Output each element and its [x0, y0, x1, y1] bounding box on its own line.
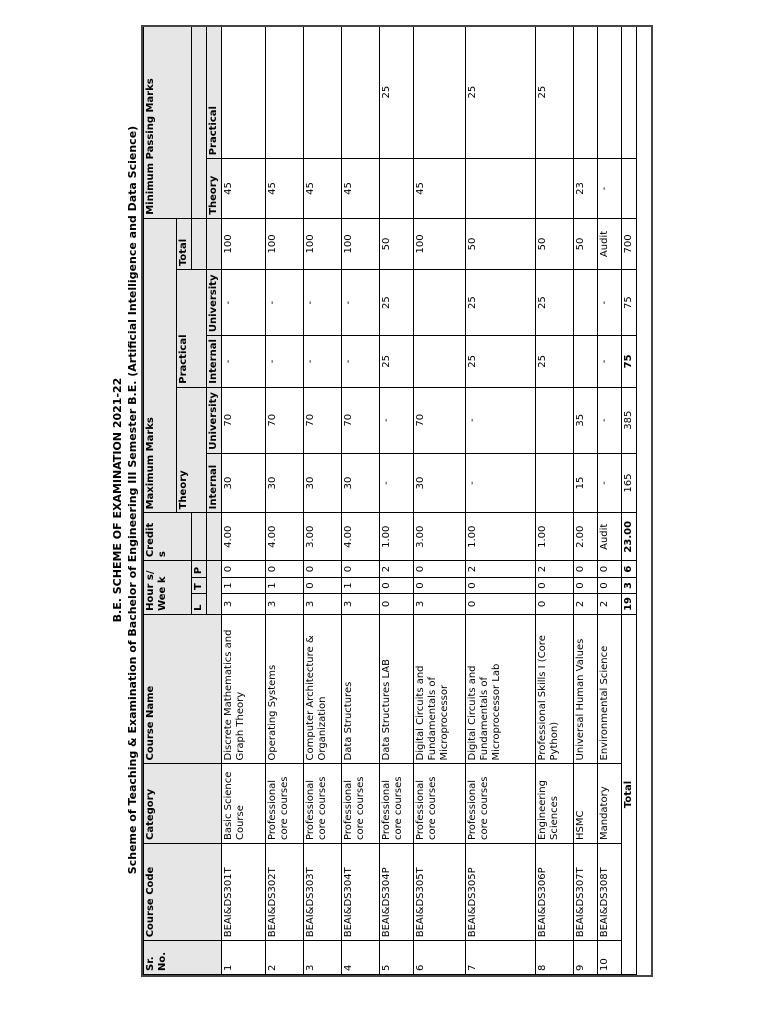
l-cell: 3: [222, 593, 266, 614]
course-code-cell: BEAI&DS302T: [266, 844, 304, 941]
sr-no-cell: 10: [598, 941, 622, 975]
l-cell: 0: [536, 593, 574, 614]
min-practical-cell: [414, 26, 466, 159]
practical-university-cell: 25: [466, 270, 536, 336]
category-cell: Basic Science Course: [222, 764, 266, 844]
header-maximum-marks: Maximum Marks: [144, 218, 177, 513]
practical-university-cell: 25: [380, 270, 414, 336]
course-code-cell: BEAI&DS306P: [536, 844, 574, 941]
theory-internal-cell: 30: [304, 453, 342, 513]
theory-university-cell: -: [380, 387, 414, 453]
table-row: [304, 26, 342, 975]
rotated-content: [105, 25, 651, 975]
course-name-cell: Data Structures LAB: [380, 614, 414, 764]
practical-internal-cell: 25: [380, 336, 414, 388]
header-practical-university: University: [207, 270, 222, 336]
total-cell: 100: [342, 218, 380, 269]
table-row: [414, 26, 466, 975]
t-cell: 0: [536, 578, 574, 594]
l-cell: 3: [304, 593, 342, 614]
min-theory-cell: 45: [414, 159, 466, 219]
min-theory-cell: [466, 159, 536, 219]
theory-university-cell: -: [466, 387, 536, 453]
credits-cell: 4.00: [266, 513, 304, 561]
table-row: [598, 26, 622, 975]
header-practical-internal: Internal: [207, 336, 222, 388]
header-theory-university: University: [207, 387, 222, 453]
p-cell: 2: [466, 561, 536, 578]
min-practical-cell: [266, 26, 304, 159]
course-code-cell: BEAI&DS303T: [304, 844, 342, 941]
category-cell: Professional core courses: [414, 764, 466, 844]
header-theory-internal: Internal: [207, 453, 222, 513]
sr-no-cell: 7: [466, 941, 536, 975]
course-name-cell: Digital Circuits and Fundamentals of Microprocessor Lab: [466, 614, 536, 764]
min-theory-cell: 23: [574, 159, 598, 219]
t-cell: 0: [304, 578, 342, 594]
theory-internal-cell: -: [380, 453, 414, 513]
credits-cell: 4.00: [222, 513, 266, 561]
course-name-cell: Computer Architecture & Organization: [304, 614, 342, 764]
totals-label: Total: [622, 614, 637, 974]
document-title: B.E. SCHEME OF EXAMINATION 2021-22: [111, 377, 124, 623]
table-row: [536, 26, 574, 975]
l-cell: 0: [380, 593, 414, 614]
category-cell: Professional core courses: [266, 764, 304, 844]
min-theory-cell: [380, 159, 414, 219]
theory-internal-cell: -: [466, 453, 536, 513]
category-cell: HSMC: [574, 764, 598, 844]
document-subtitle: Scheme of Teaching & Examination of Bachelor of Engineering III Semester B.E. (Artificial Intelligence and Data Science): [126, 125, 139, 875]
scheme-table: [143, 25, 637, 975]
min-theory-cell: -: [598, 159, 622, 219]
course-name-cell: Data Structures: [342, 614, 380, 764]
credits-cell: Audit: [598, 513, 622, 561]
l-cell: 2: [598, 593, 622, 614]
t-cell: 0: [414, 578, 466, 594]
theory-internal-cell: 15: [574, 453, 598, 513]
min-practical-cell: 25: [466, 26, 536, 159]
p-cell: 0: [598, 561, 622, 578]
t-cell: 1: [342, 578, 380, 594]
total-cell: 50: [536, 218, 574, 269]
header-ltp-blank: [207, 561, 222, 615]
total-cell: 100: [222, 218, 266, 269]
practical-internal-cell: 25: [466, 336, 536, 388]
course-code-cell: BEAI&DS304P: [380, 844, 414, 941]
header-course-code: Course Code: [144, 844, 222, 941]
t-cell: 1: [266, 578, 304, 594]
header-minimum-passing-marks: Minimum Passing Marks: [144, 26, 192, 219]
header-credits-blank: [192, 513, 207, 561]
l-cell: 3: [342, 593, 380, 614]
credits-cell: 1.00: [536, 513, 574, 561]
min-practical-cell: 25: [380, 26, 414, 159]
theory-university-cell: 35: [574, 387, 598, 453]
course-name-cell: Discrete Mathematics and Graph Theory: [222, 614, 266, 764]
table-row: [222, 26, 266, 975]
practical-university-cell: -: [598, 270, 622, 336]
course-code-cell: BEAI&DS304T: [342, 844, 380, 941]
header-sr-no: Sr. No.: [144, 941, 222, 975]
course-code-cell: BEAI&DS308T: [598, 844, 622, 941]
header-category: Category: [144, 764, 222, 844]
theory-university-cell: 70: [342, 387, 380, 453]
category-cell: Mandatory: [598, 764, 622, 844]
theory-internal-cell: 30: [342, 453, 380, 513]
table-row: [266, 26, 304, 975]
min-theory-cell: [536, 159, 574, 219]
course-code-cell: BEAI&DS301T: [222, 844, 266, 941]
practical-university-cell: -: [304, 270, 342, 336]
header-total-blank-2: [207, 218, 222, 269]
practical-university-cell: 25: [536, 270, 574, 336]
credits-cell: 1.00: [466, 513, 536, 561]
totals-credits: 23.00: [622, 513, 637, 561]
sr-no-cell: 4: [342, 941, 380, 975]
course-name-cell: Universal Human Values: [574, 614, 598, 764]
min-practical-cell: [304, 26, 342, 159]
course-code-cell: BEAI&DS305P: [466, 844, 536, 941]
sr-no-cell: 6: [414, 941, 466, 975]
sr-no-cell: 2: [266, 941, 304, 975]
theory-internal-cell: -: [598, 453, 622, 513]
t-cell: 0: [598, 578, 622, 594]
total-cell: 100: [304, 218, 342, 269]
practical-university-cell: [414, 270, 466, 336]
practical-university-cell: [574, 270, 598, 336]
p-cell: 0: [414, 561, 466, 578]
t-cell: 0: [574, 578, 598, 594]
category-cell: Engineering Sciences: [536, 764, 574, 844]
table-row: [466, 26, 536, 975]
total-cell: Audit: [598, 218, 622, 269]
totals-practical-internal: 75: [622, 336, 637, 388]
course-name-cell: Environmental Science: [598, 614, 622, 764]
credits-cell: 3.00: [414, 513, 466, 561]
theory-university-cell: 70: [304, 387, 342, 453]
exam-scheme-page: [105, 25, 651, 975]
min-theory-cell: 45: [304, 159, 342, 219]
min-theory-cell: 45: [222, 159, 266, 219]
t-cell: 0: [466, 578, 536, 594]
header-theory: Theory: [177, 387, 207, 513]
practical-internal-cell: [414, 336, 466, 388]
practical-internal-cell: 25: [536, 336, 574, 388]
course-code-cell: BEAI&DS305T: [414, 844, 466, 941]
category-cell: Professional core courses: [304, 764, 342, 844]
p-cell: 0: [222, 561, 266, 578]
sr-no-cell: 8: [536, 941, 574, 975]
header-total: Total: [177, 218, 192, 269]
header-credits-blank-2: [207, 513, 222, 561]
p-cell: 2: [380, 561, 414, 578]
p-cell: 0: [574, 561, 598, 578]
totals-t: 3: [622, 578, 637, 594]
table-row: [380, 26, 414, 975]
practical-university-cell: -: [266, 270, 304, 336]
practical-university-cell: -: [222, 270, 266, 336]
t-cell: 1: [222, 578, 266, 594]
category-cell: Professional core courses: [466, 764, 536, 844]
theory-university-cell: -: [598, 387, 622, 453]
credits-cell: 1.00: [380, 513, 414, 561]
sr-no-cell: 3: [304, 941, 342, 975]
header-credits: Credit s: [144, 513, 192, 561]
theory-university-cell: [536, 387, 574, 453]
total-cell: 50: [380, 218, 414, 269]
category-cell: Professional core courses: [380, 764, 414, 844]
totals-row: [622, 26, 637, 975]
totals-min-practical: [622, 26, 637, 159]
min-practical-cell: [574, 26, 598, 159]
course-name-cell: Professional Skills I (Core Python): [536, 614, 574, 764]
practical-internal-cell: -: [342, 336, 380, 388]
totals-p: 6: [622, 561, 637, 578]
l-cell: 3: [266, 593, 304, 614]
min-practical-cell: [222, 26, 266, 159]
t-cell: 0: [380, 578, 414, 594]
header-l: L: [192, 593, 207, 614]
l-cell: 0: [466, 593, 536, 614]
header-min-blank: [192, 26, 207, 219]
totals-min-theory: [622, 159, 637, 219]
min-practical-cell: [598, 26, 622, 159]
p-cell: 0: [266, 561, 304, 578]
theory-university-cell: 70: [222, 387, 266, 453]
header-min-practical: Practical: [207, 26, 222, 159]
header-t: T: [192, 578, 207, 594]
sr-no-cell: 9: [574, 941, 598, 975]
header-course-name: Course Name: [144, 614, 222, 764]
credits-cell: 2.00: [574, 513, 598, 561]
table-header: [144, 26, 222, 975]
header-min-theory: Theory: [207, 159, 222, 219]
sr-no-cell: 1: [222, 941, 266, 975]
practical-internal-cell: -: [304, 336, 342, 388]
table-body: [222, 26, 622, 975]
course-code-cell: BEAI&DS307T: [574, 844, 598, 941]
header-total-blank: [192, 218, 207, 269]
practical-internal-cell: [574, 336, 598, 388]
total-cell: 50: [574, 218, 598, 269]
theory-internal-cell: 30: [222, 453, 266, 513]
credits-cell: 3.00: [304, 513, 342, 561]
min-theory-cell: 45: [266, 159, 304, 219]
min-practical-cell: 25: [536, 26, 574, 159]
table-row: [342, 26, 380, 975]
theory-internal-cell: [536, 453, 574, 513]
sr-no-cell: 5: [380, 941, 414, 975]
practical-internal-cell: -: [266, 336, 304, 388]
theory-internal-cell: 30: [414, 453, 466, 513]
practical-internal-cell: -: [598, 336, 622, 388]
header-hours-week: Hour s/ Wee k: [144, 561, 192, 615]
table-row: [574, 26, 598, 975]
totals-l: 19: [622, 593, 637, 614]
p-cell: 0: [304, 561, 342, 578]
p-cell: 0: [342, 561, 380, 578]
category-cell: Professional core courses: [342, 764, 380, 844]
min-practical-cell: [342, 26, 380, 159]
min-theory-cell: 45: [342, 159, 380, 219]
totals-practical-university: 75: [622, 270, 637, 336]
course-name-cell: Digital Circuits and Fundamentals of Microprocessor: [414, 614, 466, 764]
totals-theory-university: 385: [622, 387, 637, 453]
theory-university-cell: 70: [414, 387, 466, 453]
total-cell: 100: [414, 218, 466, 269]
header-practical: Practical: [177, 270, 207, 388]
practical-internal-cell: -: [222, 336, 266, 388]
total-cell: 100: [266, 218, 304, 269]
totals-total: 700: [622, 218, 637, 269]
totals-theory-internal: 165: [622, 453, 637, 513]
l-cell: 3: [414, 593, 466, 614]
header-p: P: [192, 561, 207, 578]
total-cell: 50: [466, 218, 536, 269]
theory-internal-cell: 30: [266, 453, 304, 513]
practical-university-cell: -: [342, 270, 380, 336]
course-name-cell: Operating Systems: [266, 614, 304, 764]
p-cell: 2: [536, 561, 574, 578]
credits-cell: 4.00: [342, 513, 380, 561]
l-cell: 2: [574, 593, 598, 614]
theory-university-cell: 70: [266, 387, 304, 453]
